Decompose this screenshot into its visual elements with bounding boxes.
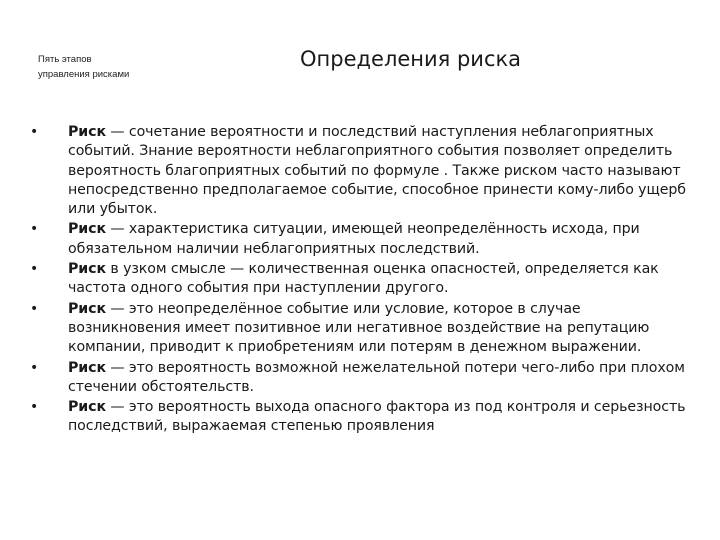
definition-term: Риск xyxy=(68,359,106,376)
definition-text: в узком смысле — количественная оценка опасностей, определяется как частота одного события при наступлении другого. xyxy=(68,261,659,297)
page-title: Определения риска xyxy=(300,47,522,71)
section-caption-line1: Пять этапов xyxy=(38,54,92,65)
definition-text: — это вероятность выхода опасного фактора из под контроля и серьезность последствий, выражаемая степенью проявления xyxy=(68,399,686,435)
definition-term: Риск xyxy=(68,124,106,140)
definition-text: — характеристика ситуации, имеющей неопределённость исхода, при обязательном наличии неблагоприятных последствий. xyxy=(68,221,640,257)
bullet-icon: • xyxy=(30,221,39,238)
list-item xyxy=(30,260,690,299)
bullet-icon: • xyxy=(30,300,39,317)
list-item xyxy=(30,398,690,437)
definition-term: Риск xyxy=(68,300,106,317)
bullet-icon: • xyxy=(30,261,39,278)
list-item xyxy=(30,123,690,219)
definition-text: — сочетание вероятности и последствий наступления неблагоприятных событий. Знание вероятности неблагоприятного события позволяет определить вероятность благоприятных событий по формуле . Также риском часто называют непосредственно предполагаемое событие, способное принести кому-либо ущерб или убыток. xyxy=(68,124,686,218)
definition-text: — это неопределённое событие или условие, которое в случае возникновения имеет позитивное или негативное воздействие на репутацию компании, приводит к приобретениям или потерям в денежном выражении. xyxy=(68,300,650,356)
section-caption xyxy=(38,52,208,82)
list-item xyxy=(30,300,690,358)
bullet-icon: • xyxy=(30,124,39,140)
definition-text: — это вероятность возможной нежелательной потери чего-либо при плохом стечении обстоятельств. xyxy=(68,359,685,395)
bullet-icon: • xyxy=(30,399,39,416)
list-item xyxy=(30,359,690,398)
definition-term: Риск xyxy=(68,261,106,278)
list-item xyxy=(30,220,690,259)
definition-term: Риск xyxy=(68,221,106,238)
section-caption-line2: управления рисками xyxy=(38,69,130,80)
definitions-list xyxy=(30,123,690,438)
definition-term: Риск xyxy=(68,399,106,416)
bullet-icon: • xyxy=(30,359,39,376)
